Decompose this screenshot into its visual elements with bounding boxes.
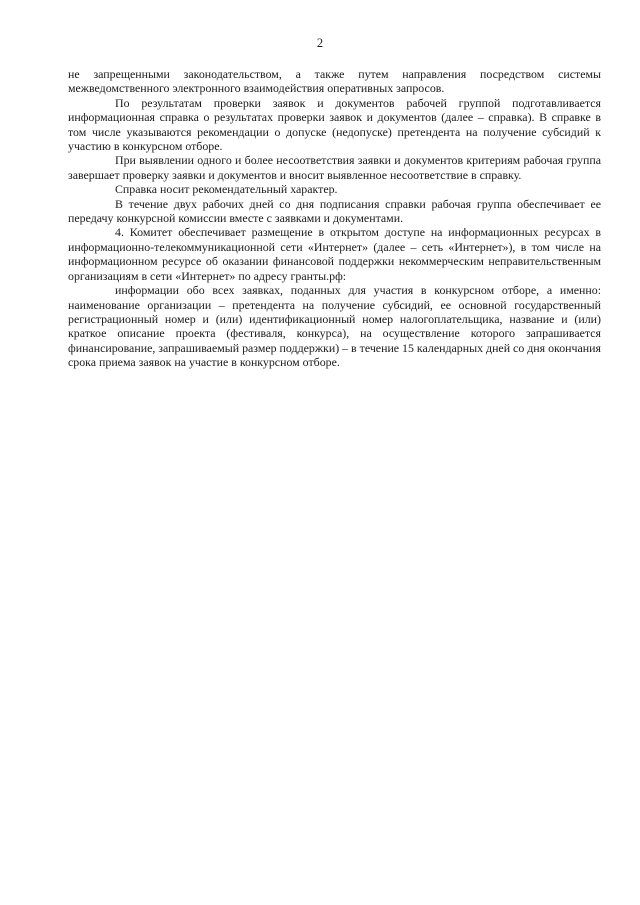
paragraph-continuation: не запрещенными законодательством, а также путем направления посредством системы межведомственного электронного взаимодействия оперативных запросов.	[68, 67, 601, 96]
paragraph-mismatch: При выявлении одного и более несоответствия заявки и документов критериям рабочая группа завершает проверку заявки и документов и вносит выявленное несоответствие в справку.	[68, 153, 601, 182]
document-body	[68, 67, 601, 370]
paragraph-transfer: В течение двух рабочих дней со дня подписания справки рабочая группа обеспечивает ее передачу конкурсной комиссии вместе с заявками и документами.	[68, 196, 601, 226]
paragraph-publication: 4. Комитет обеспечивает размещение в открытом доступе на информационных ресурсах в информационно-телекоммуникационной сети «Интернет» (далее – сеть «Интернет»), в том числе на информационном ресурсе об оказании финансовой поддержки некоммерческим неправительственным организациям в сети «Интернет» по адресу гранты.рф:	[68, 225, 601, 283]
page-number: 2	[316, 36, 324, 50]
paragraph-advisory: Справка носит рекомендательный характер.	[115, 182, 338, 197]
paragraph-review-results: По результатам проверки заявок и документов рабочей группой подготавливается информационная справка о результатах проверки заявок и документов (далее – справка). В справке в том числе указываются рекомендации о допуске (недопуске) претендента на получение субсидий к участию в конкурсном отборе.	[68, 95, 601, 154]
paragraph-application-info: информации обо всех заявках, поданных для участия в конкурсном отборе, а именно: наименование организации – претендента на получение субсидий, ее основной государственный регистрационный номер и (или) идентификационный номер налогоплательщика, название и (или) краткое описание проекта (фестиваля, конкурса), на осуществление которого запрашивается финансирование, запрашиваемый размер поддержки) – в течение 15 календарных дней со дня окончания срока приема заявок на участие в конкурсном отборе.	[68, 283, 601, 370]
